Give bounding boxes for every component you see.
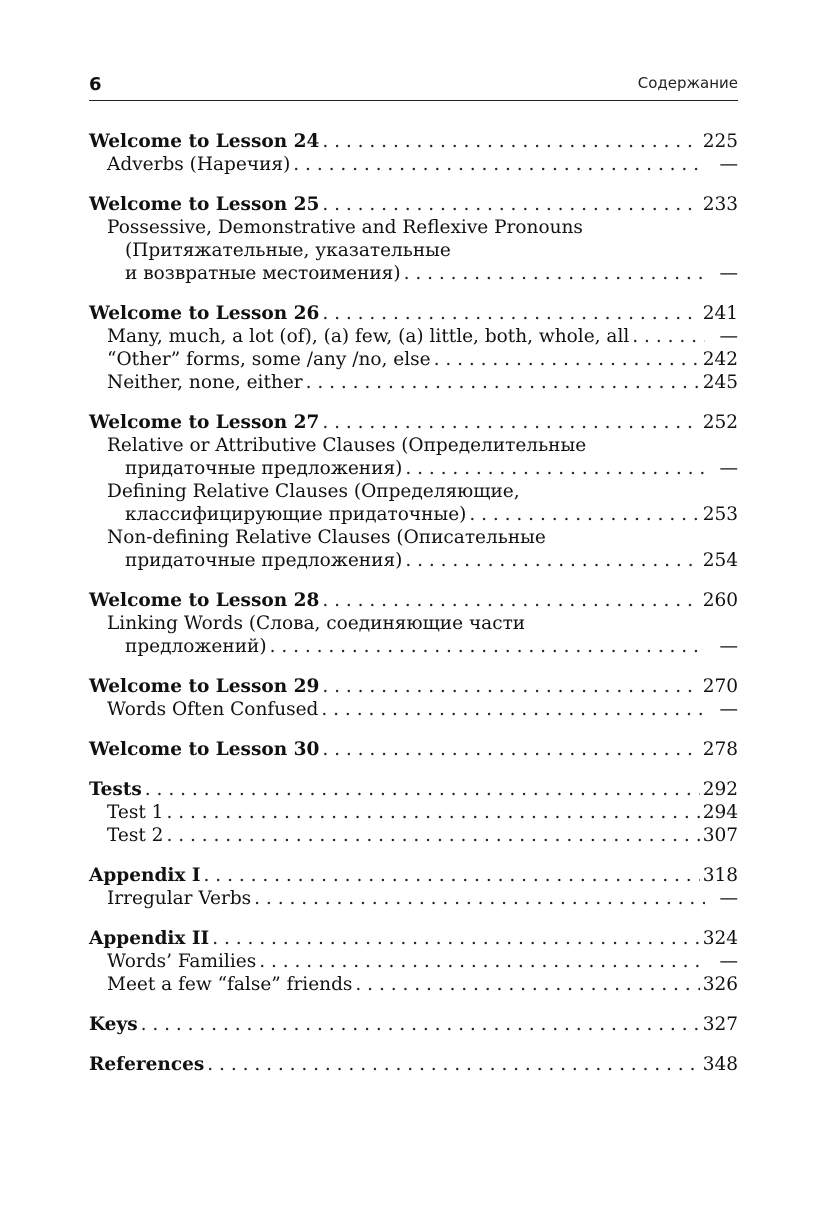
leader-dots	[322, 193, 699, 216]
toc-heading	[89, 130, 738, 153]
toc-heading-title: Welcome to Lesson 28	[89, 590, 320, 611]
toc-entry-title: придаточные предложения)	[125, 458, 403, 479]
toc-entry-title: придаточные предложения)	[125, 550, 403, 571]
toc-heading	[89, 589, 738, 612]
leader-dots	[212, 927, 700, 950]
toc-section	[89, 193, 738, 285]
page-number: 6	[89, 74, 102, 95]
toc-section	[89, 1053, 738, 1076]
toc-section	[89, 130, 738, 176]
toc-heading-title: Welcome to Lesson 30	[89, 739, 320, 760]
toc-entry-line: (Притяжательные, указательные	[125, 240, 451, 261]
leader-dots	[322, 302, 699, 325]
toc-entry	[89, 153, 738, 176]
toc-entry	[89, 348, 738, 371]
toc-entry-title: Irregular Verbs	[107, 888, 252, 909]
toc-entry-line: Defining Relative Clauses (Определяющие,	[107, 481, 520, 502]
toc-heading-title: Tests	[89, 779, 142, 800]
toc-entry-title: Meet a few “false” friends	[107, 974, 353, 995]
toc-entry	[89, 371, 738, 394]
toc-entry	[89, 801, 738, 824]
toc-entry-title: Words Often Confused	[107, 699, 319, 720]
leader-dots	[254, 887, 705, 910]
toc-entry-page: 294	[702, 802, 738, 823]
leader-dots	[204, 864, 700, 887]
toc-entry-page: —	[719, 326, 738, 347]
leader-dots	[166, 824, 699, 847]
toc-entry-page: —	[719, 951, 738, 972]
leader-dots	[355, 973, 699, 996]
running-head: Содержание	[637, 74, 738, 92]
leader-dots	[404, 262, 705, 285]
toc-entry-title: классифицирующие придаточные)	[125, 504, 467, 525]
toc-heading-page: 233	[702, 194, 738, 215]
toc-heading-page: 260	[702, 590, 738, 611]
toc-entry-page: 242	[702, 349, 738, 370]
leader-dots	[632, 325, 705, 348]
leader-dots	[270, 635, 705, 658]
toc-heading	[89, 1053, 738, 1076]
toc-entry-page: 245	[702, 372, 738, 393]
toc-entry	[89, 635, 738, 658]
toc-entry	[89, 503, 738, 526]
toc-entry-page: —	[719, 636, 738, 657]
toc-entry-title: Test 1	[107, 802, 164, 823]
toc-heading-page: 348	[702, 1054, 738, 1075]
toc-entry-title: Test 2	[107, 825, 164, 846]
leader-dots	[141, 1013, 700, 1036]
toc-section	[89, 411, 738, 572]
leader-dots	[322, 675, 699, 698]
toc-entry-page: 326	[702, 974, 738, 995]
toc-section	[89, 778, 738, 847]
toc-entry-page: —	[719, 699, 738, 720]
toc-heading-title: Appendix I	[89, 865, 201, 886]
toc-heading-page: 241	[702, 303, 738, 324]
toc-heading	[89, 864, 738, 887]
toc-heading-title: Welcome to Lesson 24	[89, 131, 320, 152]
toc-entry-line: Non-defining Relative Clauses (Описательные	[107, 527, 546, 548]
toc-entry-title: Many, much, a lot (of), (a) few, (a) little, both, whole, all	[107, 326, 630, 347]
toc-heading-page: 324	[702, 928, 738, 949]
toc-section	[89, 864, 738, 910]
toc-entry-line: Relative or Attributive Clauses (Определительные	[107, 435, 587, 456]
leader-dots	[259, 950, 705, 973]
table-of-contents	[89, 130, 738, 1093]
toc-entry-page: 254	[702, 550, 738, 571]
leader-dots	[145, 778, 700, 801]
leader-dots	[469, 503, 699, 526]
toc-heading-title: Welcome to Lesson 25	[89, 194, 320, 215]
toc-entry-page: —	[719, 263, 738, 284]
toc-heading-title: Welcome to Lesson 26	[89, 303, 320, 324]
toc-heading	[89, 193, 738, 216]
toc-entry-page: 253	[702, 504, 738, 525]
toc-entry	[89, 824, 738, 847]
toc-heading-page: 327	[702, 1014, 738, 1035]
leader-dots	[405, 457, 705, 480]
leader-dots	[434, 348, 700, 371]
toc-entry-title: Words’ Families	[107, 951, 257, 972]
toc-heading-page: 225	[702, 131, 738, 152]
toc-entry-page: 307	[702, 825, 738, 846]
toc-heading-page: 252	[702, 412, 738, 433]
toc-section	[89, 675, 738, 721]
toc-entry-page: —	[719, 154, 738, 175]
toc-heading	[89, 778, 738, 801]
toc-entry	[89, 325, 738, 348]
toc-entry-title: Adverbs (Наречия)	[107, 154, 291, 175]
leader-dots	[322, 130, 699, 153]
leader-dots	[405, 549, 699, 572]
toc-entry	[89, 887, 738, 910]
toc-heading	[89, 1013, 738, 1036]
toc-heading-title: Welcome to Lesson 27	[89, 412, 320, 433]
toc-heading	[89, 411, 738, 434]
page-header	[89, 72, 738, 101]
toc-entry-line: Possessive, Demonstrative and Reflexive Pronouns	[107, 217, 583, 238]
toc-entry	[89, 549, 738, 572]
toc-heading-page: 318	[702, 865, 738, 886]
toc-heading-page: 278	[702, 739, 738, 760]
toc-section	[89, 927, 738, 996]
toc-entry-title: “Other” forms, some /any /no, else	[107, 349, 431, 370]
toc-heading-page: 292	[702, 779, 738, 800]
toc-entry-title: предложений)	[125, 636, 267, 657]
toc-heading	[89, 302, 738, 325]
toc-heading-title: Welcome to Lesson 29	[89, 676, 320, 697]
toc-heading-title: Appendix II	[89, 928, 210, 949]
toc-entry	[89, 973, 738, 996]
toc-entry-title: и возвратные местоимения)	[125, 263, 401, 284]
leader-dots	[322, 411, 699, 434]
toc-entry-page: —	[719, 458, 738, 479]
toc-entry	[89, 262, 738, 285]
leader-dots	[321, 698, 705, 721]
toc-section	[89, 1013, 738, 1036]
toc-entry-line: Linking Words (Слова, соединяющие части	[107, 613, 526, 634]
toc-heading	[89, 927, 738, 950]
toc-heading	[89, 675, 738, 698]
leader-dots	[322, 589, 699, 612]
toc-entry-title: Neither, none, either	[107, 372, 303, 393]
toc-entry	[89, 950, 738, 973]
leader-dots	[166, 801, 699, 824]
toc-section	[89, 302, 738, 394]
toc-heading	[89, 738, 738, 761]
toc-heading-title: Keys	[89, 1014, 138, 1035]
leader-dots	[322, 738, 699, 761]
toc-heading-page: 270	[702, 676, 738, 697]
toc-section	[89, 738, 738, 761]
leader-dots	[306, 371, 700, 394]
leader-dots	[293, 153, 705, 176]
toc-entry	[89, 698, 738, 721]
toc-section	[89, 589, 738, 658]
toc-heading-title: References	[89, 1054, 205, 1075]
toc-entry-page: —	[719, 888, 738, 909]
leader-dots	[207, 1053, 699, 1076]
toc-entry	[89, 457, 738, 480]
